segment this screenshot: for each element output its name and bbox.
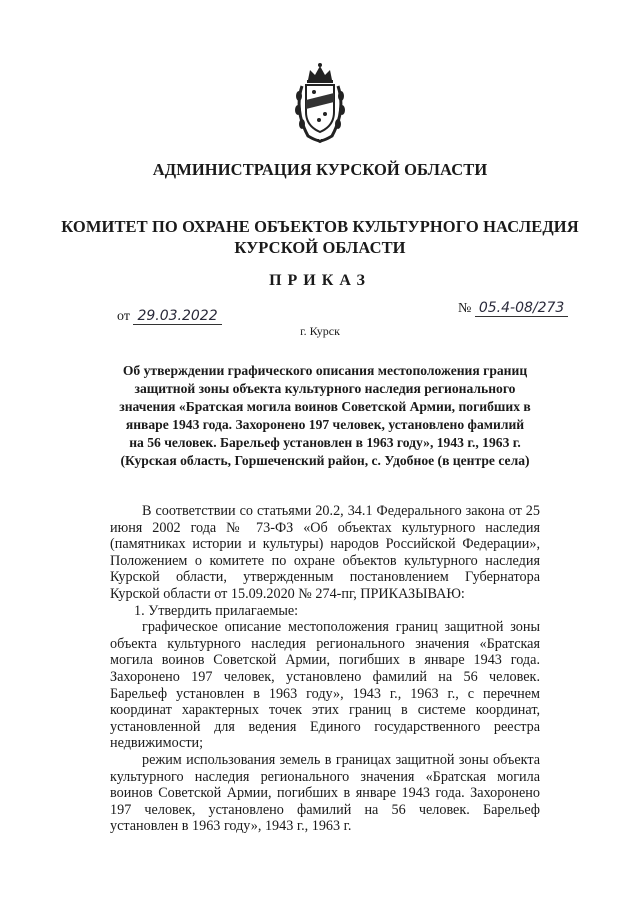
committee-title-line2: КУРСКОЙ ОБЛАСТИ	[234, 238, 406, 257]
date-prefix: от	[117, 309, 130, 324]
preamble-paragraph: В соответствии со статьями 20.2, 34.1 Федерального закона от 25 июня 2002 года № 73-ФЗ «Об объектах культурного наследия (памятниках истории и культуры) народов Российской Федерации», Положением о комитете по охране объектов культурного наследия Курской области, утвержденным постановлением Губернатора Курской области от 15.09.2020 № 274-пг, ПРИКАЗЫВАЮ:	[110, 503, 540, 602]
number-value: 05.4-08/273	[475, 300, 568, 317]
item-1: 1. Утвердить прилагаемые:	[134, 602, 299, 619]
subject-line: на 56 человек. Барельеф установлен в 1963 году», 1943 г., 1963 г.	[129, 435, 521, 450]
city: г. Курск	[300, 324, 340, 338]
order-number	[458, 300, 568, 317]
subject-line: январе 1943 года. Захоронено 197 человек, установлено фамилий	[125, 417, 525, 432]
order-date	[117, 308, 222, 325]
coat-of-arms-icon	[290, 62, 350, 144]
land-use-regime-paragraph: режим использования земель в границах защитной зоны объекта культурного наследия регионального значения «Братская могила воинов Советской Армии, погибших в январе 1943 года. Захоронено 197 человек, установлено фамилий на 56 человек. Барельеф установлен в 1963 году», 1943 г., 1963 г.	[110, 751, 540, 835]
subject-line: значения «Братская могила воинов Советской Армии, погибших в	[119, 399, 531, 414]
subject-line: (Курская область, Горшеченский район, с. Удобное (в центре села)	[120, 453, 530, 468]
number-prefix: №	[458, 301, 472, 316]
organization-title: АДМИНИСТРАЦИЯ КУРСКОЙ ОБЛАСТИ	[152, 160, 488, 179]
order-subject	[95, 362, 555, 470]
document-type: ПРИКАЗ	[269, 272, 371, 289]
subject-line: защитной зоны объекта культурного наследия регионального	[134, 381, 516, 396]
committee-title-line1: КОМИТЕТ ПО ОХРАНЕ ОБЪЕКТОВ КУЛЬТУРНОГО НАСЛЕДИЯ	[61, 217, 579, 236]
date-value: 29.03.2022	[133, 308, 221, 325]
graphic-description-paragraph: графическое описание местоположения границ защитной зоны объекта культурного наследия регионального значения «Братская могила воинов Советской Армии, погибших в январе 1943 года. Захоронено 197 человек, установлено фамилий на 56 человек. Барельеф установлен в 1963 году», 1943 г., 1963 г., с перечнем координат характерных точек этих границ в системе координат, установленной для ведения Единого государственного реестра недвижимости;	[110, 619, 540, 752]
committee-title	[0, 216, 640, 258]
order-body	[110, 503, 540, 835]
subject-line: Об утверждении графического описания местоположения границ	[122, 363, 528, 378]
